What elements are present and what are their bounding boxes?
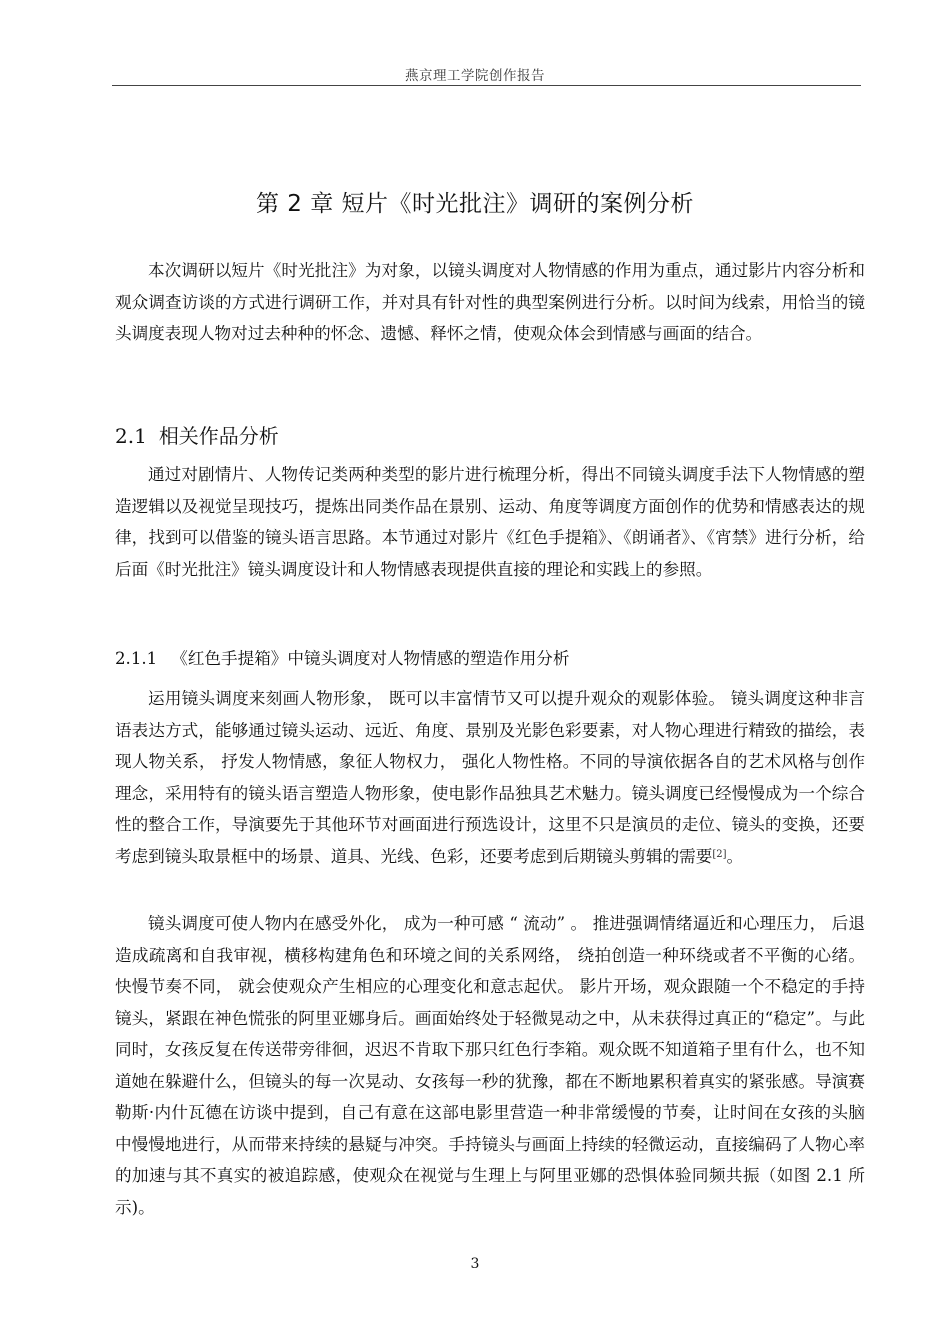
subsection-number: 2.1.1 <box>115 649 158 668</box>
section-heading <box>115 420 279 449</box>
section-paragraph: 通过对剧情片、人物传记类两种类型的影片进行梳理分析，得出不同镜头调度手法下人物情感的塑造逻辑以及视觉呈现技巧，提炼出同类作品在景别、运动、角度等调度方面创作的优势和情感表达的规律，找到可以借鉴的镜头语言思路。本节通过对影片《红色手提箱》、《朗诵者》、《宵禁》进行分析，给后面《时光批注》镜头调度设计和人物情感表现提供直接的理论和实践上的参照。 <box>115 465 865 579</box>
page-number: 3 <box>470 1256 480 1272</box>
section-title: 相关作品分析 <box>158 424 279 448</box>
paragraph-1-text: 运用镜头调度来刻画人物形象， 既可以丰富情节又可以提升观众的观影体验。 镜头调度这种非言语表达方式，能够通过镜头运动、远近、角度、景别及光影色彩要素，对人物心理进行精致的描绘，表现人物关系， 抒发人物情感，象征人物权力， 强化人物性格。不同的导演依据各自的艺术风格与创作理念，采用特有的镜头语言塑造人物形象，使电影作品独具艺术魅力。镜头调度已经慢慢成为一个综合性的整合工作，导演要先于其他环节对画面进行预选设计，这里不只是演员的走位、镜头的变换，还要考虑到镜头取景框中的场景、道具、光线、色彩，还要考虑到后期镜头剪辑的需要 <box>115 689 865 866</box>
chapter-title: 第 2 章 短片《时光批注》调研的案例分析 <box>255 191 695 217</box>
citation-ref[interactable]: [2] <box>712 848 727 860</box>
subsection-heading <box>115 645 569 669</box>
section-number: 2.1 <box>115 424 147 448</box>
paragraph-1-end: 。 <box>726 846 744 866</box>
running-header: 燕京理工学院创作报告 <box>405 68 545 84</box>
subsection-title: 《红色手提箱》中镜头调度对人物情感的塑造作用分析 <box>171 649 570 668</box>
subsection-paragraph-2: 镜头调度可使人物内在感受外化， 成为一种可感 “ 流动” 。 推进强调情绪逼近和心理压力， 后退造成疏离和自我审视，横移构建角色和环境之间的关系网络， 绕拍创造一种环绕或者不平衡的心绪。 快慢节奏不同， 就会使观众产生相应的心理变化和意志起伏。 影片开场，观众跟随一个不稳定的手持镜头，紧跟在神色慌张的阿里亚娜身后。画面始终处于轻微晃动之中，从未获得过真正的“稳定”。与此同时，女孩反复在传送带旁徘徊，迟迟不肯取下那只红色行李箱。观众既不知道箱子里有什么，也不知道她在躲避什么，但镜头的每一次晃动、女孩每一秒的犹豫，都在不断地累积着真实的紧张感。导演赛勒斯·内什瓦德在访谈中提到，自己有意在这部电影里营造一种非常缓慢的节奏，让时间在女孩的头脑中慢慢地进行，从而带来持续的悬疑与冲突。手持镜头与画面上持续的轻微运动，直接编码了人物心率的加速与其不真实的被追踪感，使观众在视觉与生理上与阿里亚娜的恐惧体验同频共振（如图 2.1 所示)。 <box>115 914 865 1217</box>
header-divider <box>112 85 861 86</box>
subsection-paragraph-1 <box>115 683 865 872</box>
intro-paragraph: 本次调研以短片《时光批注》为对象，以镜头调度对人物情感的作用为重点，通过影片内容分析和观众调查访谈的方式进行调研工作，并对具有针对性的典型案例进行分析。以时间为线索，用恰当的镜头调度表现人物对过去种种的怀念、遗憾、释怀之情，使观众体会到情感与画面的结合。 <box>115 261 865 343</box>
